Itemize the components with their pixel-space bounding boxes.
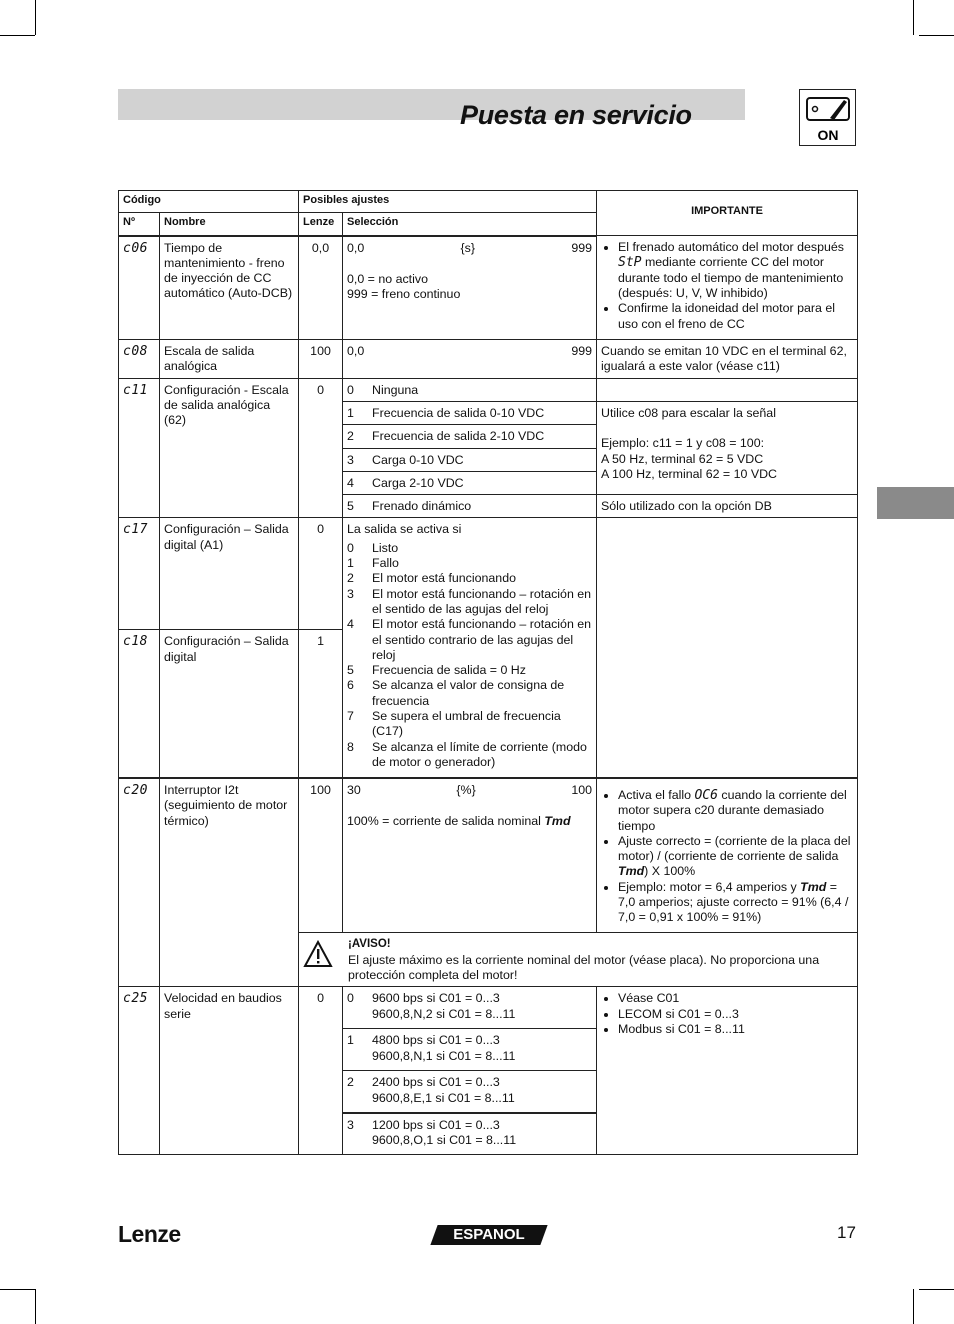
table-row: [119, 236, 858, 340]
option: 3 Carga 0-10 VDC: [343, 448, 597, 471]
param-code: c17: [119, 518, 160, 630]
crop-mark: [919, 1289, 954, 1290]
warning-text: El ajuste máximo es la corriente nominal del motor (véase placa). No proporciona una protección completa del motor!: [348, 952, 820, 983]
list-item: 0 Listo: [347, 540, 399, 555]
header-row: [119, 191, 858, 213]
table-row: [119, 340, 858, 379]
param-name: Escala de salida analógica: [160, 340, 299, 379]
on-label: ON: [817, 127, 839, 143]
list-item: • Ejemplo: motor = 6,4 amperios y Tmd = 7,0 amperios; ajuste correcto = 91% (6,4 / 7,0 = 0,91 x 100% = 91%): [618, 880, 853, 926]
list-item: 8 Se alcanza el límite de corriente (modo de motor o generador): [347, 739, 587, 769]
col-posibles: Posibles ajustes: [299, 191, 597, 213]
list-item: 2 El motor está funcionando: [347, 571, 516, 586]
col-nombre: Nombre: [160, 213, 299, 236]
option: 2 Frecuencia de salida 2-10 VDC: [343, 425, 597, 448]
list-item: • Ajuste correcto = (corriente de la placa del motor) / (corriente de corriente de salida Tmd) X 100%: [618, 834, 853, 880]
page-number: 17: [837, 1223, 856, 1242]
option: 0 9600 bps si C01 = 0...3 9600,8,N,2 si C01 = 8...11: [343, 987, 597, 1029]
param-name: Configuración - Escala de salida analógica (62): [160, 378, 299, 518]
param-code: c18: [119, 630, 160, 778]
page-title: Puesta en servicio: [460, 100, 692, 130]
side-tab: [877, 487, 954, 519]
lenze-logo: Lenze: [118, 1221, 181, 1247]
param-important: [597, 518, 858, 778]
param-default: 0: [299, 518, 343, 630]
col-seleccion: Selección: [343, 213, 597, 236]
power-switch-icon: [799, 89, 856, 146]
list-item: 7 Se supera el umbral de frecuencia (C17): [347, 709, 561, 739]
list-item: • Confirme la idoneidad del motor para el uso con el freno de CC: [618, 301, 853, 332]
param-selection: [343, 340, 597, 379]
option: 5 Frenado dinámico: [343, 495, 597, 518]
range-unit: {%}: [456, 782, 476, 797]
range-max: 999: [571, 240, 593, 255]
param-name: Interruptor I2t (seguimiento de motor térmico): [160, 778, 299, 987]
param-important: Cuando se emitan 10 VDC en el terminal 62, igualará a este valor (véase c11): [597, 340, 858, 379]
option: 0 Ninguna: [343, 378, 597, 401]
param-code: c20: [119, 778, 160, 987]
list-item: • LECOM si C01 = 0...3: [618, 1007, 853, 1022]
lcd-code: OC6: [694, 787, 718, 803]
param-important: Utilice c08 para escalar la señal Ejemplo: c11 = 1 y c08 = 100: A 50 Hz, terminal 62 = 5 VDC A 100 Hz, terminal 62 = 10 VDC: [597, 401, 858, 494]
param-default: 0,0: [299, 236, 343, 340]
list-item: 1 Fallo: [347, 556, 399, 571]
col-no: Nº: [119, 213, 160, 236]
note: 100% = corriente de salida nominal Tmd: [347, 814, 571, 829]
param-important: [597, 778, 858, 933]
crop-mark: [35, 0, 36, 35]
col-lenze: Lenze: [299, 213, 343, 236]
param-default: 100: [299, 778, 343, 933]
param-name: Configuración – Salida digital (A1): [160, 518, 299, 630]
option: 2 2400 bps si C01 = 0...3 9600,8,E,1 si C01 = 8...11: [343, 1071, 597, 1113]
note: 999 = freno continuo: [347, 287, 461, 302]
option: 3 1200 bps si C01 = 0...3 9600,8,O,1 si C01 = 8...11: [343, 1113, 597, 1155]
list-item: • Véase C01: [618, 991, 853, 1006]
list-item: 5 Frecuencia de salida = 0 Hz: [347, 663, 526, 678]
list-item: • El frenado automático del motor después StP mediante corriente CC del motor durante todo el tiempo de mantenimiento (después: U, V, W inhibido): [618, 240, 853, 301]
list-item: 3 El motor está funcionando – rotación en el sentido de las agujas del reloj: [347, 586, 592, 616]
table-row: [119, 378, 858, 401]
option: 1 Frecuencia de salida 0-10 VDC: [343, 401, 597, 424]
language-badge: [434, 1225, 544, 1245]
param-name: Velocidad en baudios serie: [160, 987, 299, 1155]
table-row: [119, 778, 858, 933]
param-code: c06: [119, 236, 160, 340]
param-selection: La salida se activa si 0 Listo 1 Fallo 2 El motor está funcionando 3 El motor está funcionando – rotación en el sentido de las agujas del reloj 4 El motor está funcionando – rotación en el sentido contrario de las agujas del reloj 5 Frecuencia de salida = 0 Hz 6 Se alcanza el valor de consigna de frecuencia 7 Se supera el umbral de frecuencia (C17) 8 Se alcanza el límite de corriente (modo de motor o generador): [343, 518, 597, 778]
crop-mark: [35, 1289, 36, 1324]
list-item: 6 Se alcanza el valor de consigna de frecuencia: [347, 678, 565, 708]
note: 0,0 = no activo: [347, 271, 428, 286]
param-important: [597, 987, 858, 1155]
range-min: 0,0: [347, 344, 365, 359]
table-row: [119, 987, 858, 1029]
warning-title: ¡AVISO!: [348, 938, 391, 951]
list-item: • Activa el fallo OC6 cuando la corriente del motor supera c20 durante demasiado tiempo: [618, 788, 853, 834]
crop-mark: [913, 0, 914, 35]
param-important: [597, 236, 858, 340]
option: 1 4800 bps si C01 = 0...3 9600,8,N,1 si C01 = 8...11: [343, 1029, 597, 1071]
param-selection: [343, 236, 597, 340]
table-row: [119, 518, 858, 630]
range-unit: {s}: [460, 240, 476, 255]
list-item: 4 El motor está funcionando – rotación en el sentido contrario de las agujas del reloj: [347, 617, 592, 662]
range-max: 100: [571, 782, 593, 797]
lcd-code: StP: [618, 255, 642, 271]
param-important: Sólo utilizado con la opción DB: [597, 495, 858, 518]
param-name: Configuración – Salida digital: [160, 630, 299, 778]
warning-box: [299, 933, 858, 987]
param-default: 0: [299, 987, 343, 1155]
crop-mark: [913, 1289, 914, 1324]
param-code: c08: [119, 340, 160, 379]
range-min: 30: [347, 782, 361, 797]
range-min: 0,0: [347, 240, 365, 255]
language-label: ESPANOL: [453, 1226, 525, 1243]
param-name: Tiempo de mantenimiento - freno de inyección de CC automático (Auto-DCB): [160, 236, 299, 340]
crop-mark: [0, 35, 35, 36]
list-item: • Modbus si C01 = 8...11: [618, 1022, 853, 1037]
param-default: 0: [299, 378, 343, 518]
parameter-table: [118, 190, 858, 1155]
crop-mark: [919, 35, 954, 36]
param-code: c11: [119, 378, 160, 518]
crop-mark: [0, 1289, 35, 1290]
param-default: 100: [299, 340, 343, 379]
option: 4 Carga 2-10 VDC: [343, 471, 597, 494]
param-important: [597, 378, 858, 401]
warning-icon: [303, 937, 348, 983]
param-default: 1: [299, 630, 343, 778]
param-code: c25: [119, 987, 160, 1155]
param-selection: [343, 778, 597, 933]
range-max: 999: [571, 344, 593, 359]
col-codigo: Código: [119, 191, 299, 213]
col-importante: IMPORTANTE: [597, 191, 858, 236]
